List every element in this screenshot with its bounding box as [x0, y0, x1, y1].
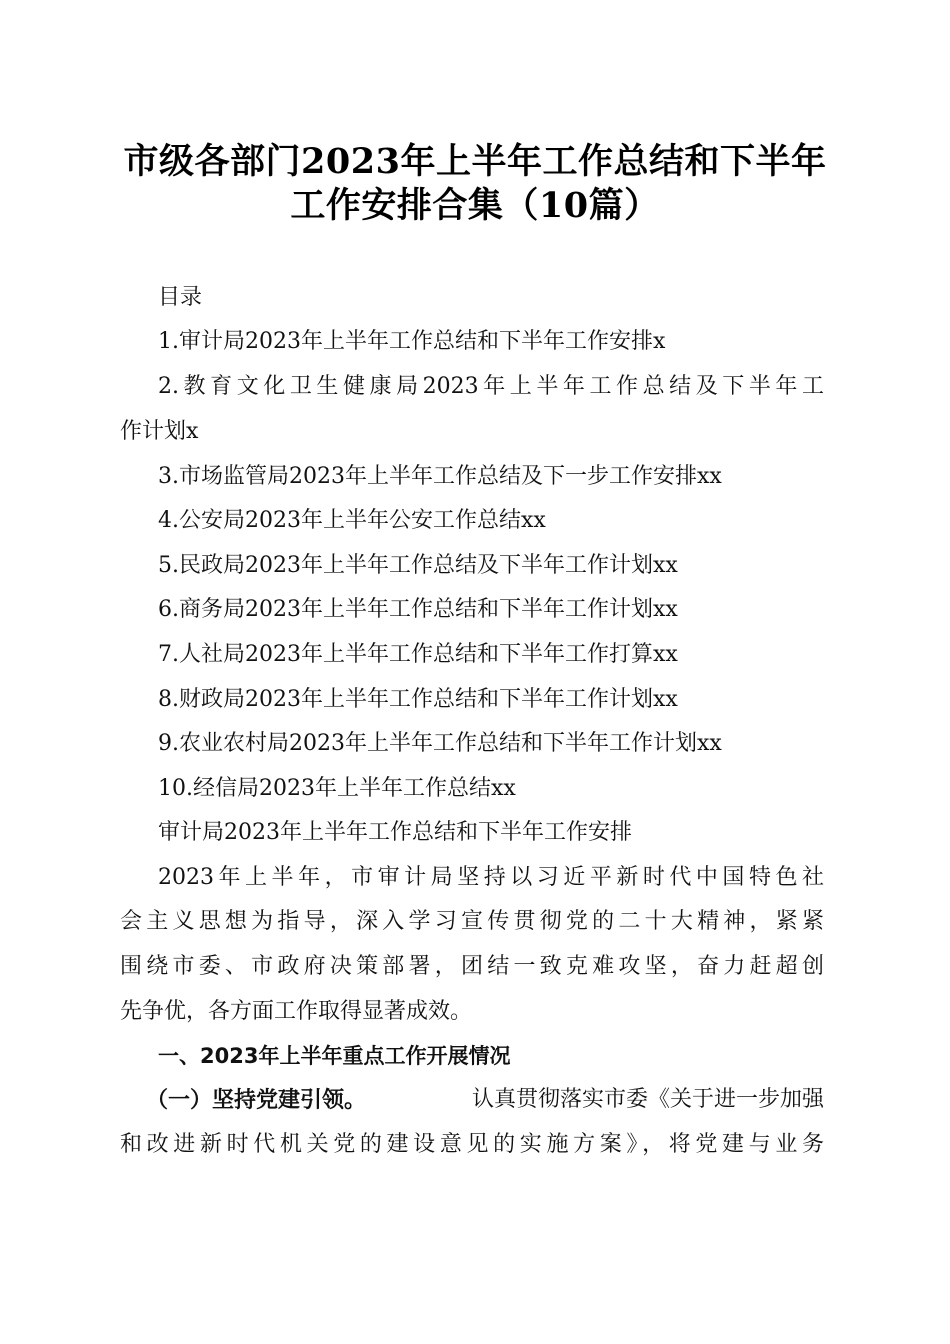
- toc-item-2: 2.教育文化卫生健康局2023年上半年工作总结及下半年工: [158, 374, 824, 399]
- paragraph-2-lead: （一）坚持党建引领。: [146, 1087, 367, 1113]
- toc-item-8: 8.财政局2023年上半年工作总结和下半年工作计划xx: [158, 687, 678, 712]
- toc-item-5: 5.民政局2023年上半年工作总结及下半年工作计划xx: [158, 553, 678, 578]
- toc-item-3: 3.市场监管局2023年上半年工作总结及下一步工作安排xx: [158, 464, 722, 489]
- paragraph-2-rest: 认真贯彻落实市委《关于进一步加强: [471, 1087, 824, 1112]
- document-title-line-1: 市级各部门2023年上半年工作总结和下半年: [123, 141, 827, 182]
- toc-item-2-continued: 作计划x: [120, 419, 199, 444]
- toc-item-6: 6.商务局2023年上半年工作总结和下半年工作计划xx: [158, 597, 678, 622]
- toc-item-4: 4.公安局2023年上半年公安工作总结xx: [158, 508, 546, 533]
- document-title-line-2: 工作安排合集（10篇）: [290, 185, 660, 226]
- toc-item-10: 10.经信局2023年上半年工作总结xx: [158, 776, 516, 801]
- paragraph-1-line-4: 先争优，各方面工作取得显著成效。: [120, 999, 473, 1024]
- section-title: 审计局2023年上半年工作总结和下半年工作安排: [158, 820, 632, 845]
- toc-heading: 目录: [158, 285, 203, 310]
- paragraph-2-line-2: 和改进新时代机关党的建设意见的实施方案》，将党建与业务: [120, 1132, 824, 1157]
- toc-item-9: 9.农业农村局2023年上半年工作总结和下半年工作计划xx: [158, 731, 722, 756]
- toc-item-7: 7.人社局2023年上半年工作总结和下半年工作打算xx: [158, 642, 678, 667]
- paragraph-1-line-1: 2023年上半年，市审计局坚持以习近平新时代中国特色社: [158, 865, 824, 890]
- heading-1: 一、2023年上半年重点工作开展情况: [158, 1044, 511, 1068]
- paragraph-2-line-1: [146, 1085, 824, 1115]
- toc-item-1: 1.审计局2023年上半年工作总结和下半年工作安排x: [158, 329, 666, 354]
- paragraph-1-line-3: 围绕市委、市政府决策部署，团结一致克难攻坚，奋力赶超创: [120, 954, 824, 979]
- paragraph-1-line-2: 会主义思想为指导，深入学习宣传贯彻党的二十大精神，紧紧: [120, 909, 824, 934]
